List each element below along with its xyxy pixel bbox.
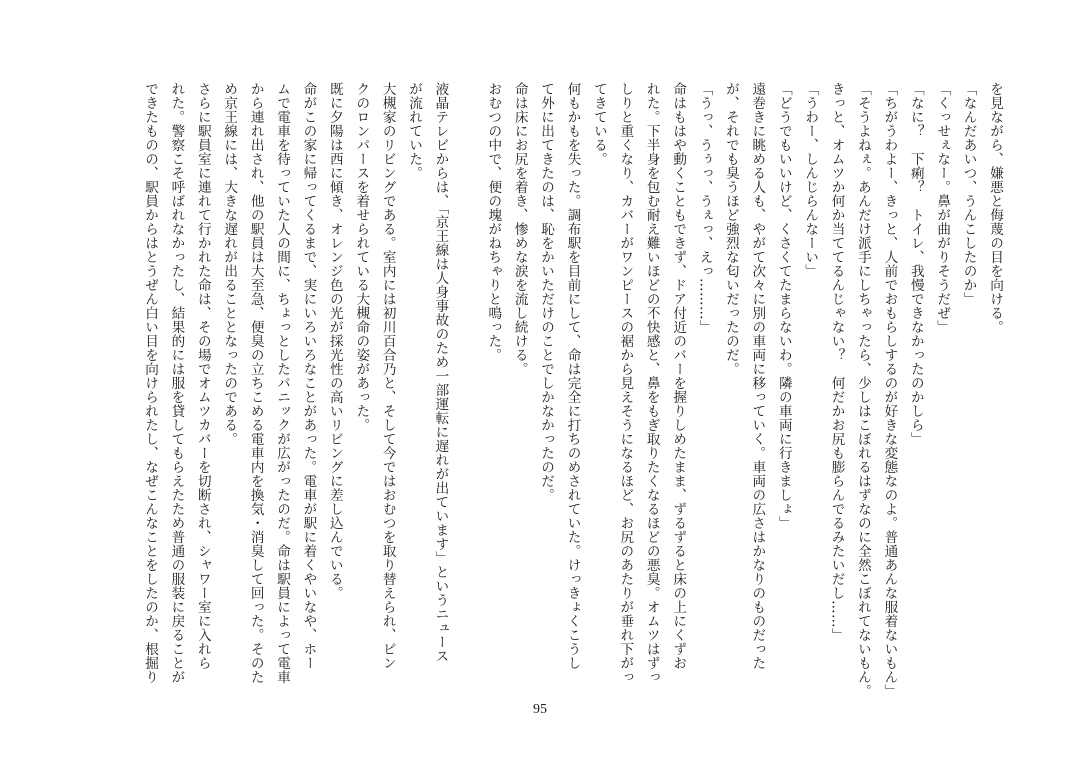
text-line: 命は床にお尻を着き、惨めな涙を流し続ける。 bbox=[511, 82, 528, 376]
text-line: から連れ出され、他の駅員は大至急、便臭の立ちこめる電車内を換気・消臭して回った。そのた bbox=[247, 82, 264, 684]
text-line: 「なんだあいつ、うんこしたのか」 bbox=[960, 82, 977, 306]
text-line: 「そうよねぇ。あんだけ派手にしちゃったら、少しはこぼれるはずなのに全然こぼれてないもん。 bbox=[854, 82, 871, 698]
text-line bbox=[453, 82, 479, 692]
text-line: クのロンパースを着せられている大槻命の姿があった。 bbox=[353, 82, 370, 432]
text-line: しりと重くなり、カバーがワンピースの裾から見えそうになるほど、お尻のあたりが垂れ下がっ bbox=[617, 82, 634, 684]
text-line: さらに駅員室に連れて行かれた命は、その場でオムツカバーを切断され、シャワー室に入れら bbox=[194, 82, 211, 670]
text-line: きっと、オムツか何か当ててるんじゃない？ 何だかお尻も膨らんでるみたいだし……」 bbox=[828, 82, 845, 642]
text-line: 命はもはや動くこともできず、ドア付近のバーを握りしめたまま、ずるずると床の上にくずお bbox=[670, 82, 687, 670]
page-number: 95 bbox=[533, 702, 547, 717]
text-line: 「ちがうわよー、きっと、人前でおもらしするのが好きな変態なのよ。普通あんな服着ないもん」 bbox=[881, 82, 898, 698]
text-line: 液晶テレビからは、「京王線は人身事故のため一部運転に遅れが出ています」というニュース bbox=[432, 82, 449, 664]
text-line: 「どうでもいいけど、くさくてたまらないわ。隣の車両に行きましょ」 bbox=[775, 82, 792, 530]
text-line: 「くっせぇなー。鼻が曲がりそうだぜ」 bbox=[934, 82, 951, 334]
text-line: が流れていた。 bbox=[406, 82, 423, 180]
text-line: 既に夕陽は西に傾き、オレンジ色の光が採光性の高いリビングに差し込んでいる。 bbox=[326, 82, 343, 600]
text-line: 「なに？ 下痢？ トイレ、我慢できなかったのかしら」 bbox=[907, 82, 924, 446]
text-line: 何もかもを失った。調布駅を目前にして、命は完全に打ちのめされていた。けっきょくこうし bbox=[564, 82, 581, 670]
text-line: 「うわー、しんじらんなーい」 bbox=[802, 82, 819, 278]
text-line: ムで電車を待っていた人の間に、ちょっとしたパニックが広がったのだ。命は駅員によって電車 bbox=[274, 82, 291, 684]
text-line: できたものの、駅員からはとうぜん白い目を向けられたし、なぜこんなことをしたのか、根掘り bbox=[142, 82, 158, 684]
text-line: おむつの中で、便の塊がねちゃりと鳴った。 bbox=[485, 82, 502, 362]
text-line: 遠巻きに眺める人も、やがて次々に別の車両に移っていく。車両の広さはかなりのものだった bbox=[749, 82, 766, 670]
text-line: 命がこの家に帰ってくるまで、実にいろいろなことがあった。電車が駅に着くやいなや、ホー bbox=[300, 82, 317, 670]
text-line: め京王線には、大きな遅れが出ることとなったのである。 bbox=[221, 82, 238, 446]
text-line: 大槻家のリビングである。室内には初川百合乃と、そして今ではおむつを取り替えられ、ピン bbox=[379, 82, 396, 670]
text-line: が、それでも臭うほど強烈な匂いだったのだ。 bbox=[722, 82, 739, 376]
text-line: を見ながら、嫌悪と侮蔑の目を向ける。 bbox=[987, 82, 1003, 334]
text-line: れた。下半身を包む耐え難いほどの不快感と、鼻をもぎ取りたくなるほどの悪臭。オムツはずっ bbox=[643, 82, 660, 684]
text-line: てきている。 bbox=[590, 82, 607, 166]
vertical-text-body bbox=[137, 82, 1008, 698]
text-line: て外に出てきたのは、恥をかいただけのことでしかなかったのだ。 bbox=[538, 82, 555, 502]
text-line: れた。警察こそ呼ばれなかったし、結果的には服を貸してもらえたため普通の服装に戻ることが bbox=[168, 82, 185, 684]
text-line: 「うっ、うぅっ、うぇっ、えっ………」 bbox=[696, 82, 713, 334]
